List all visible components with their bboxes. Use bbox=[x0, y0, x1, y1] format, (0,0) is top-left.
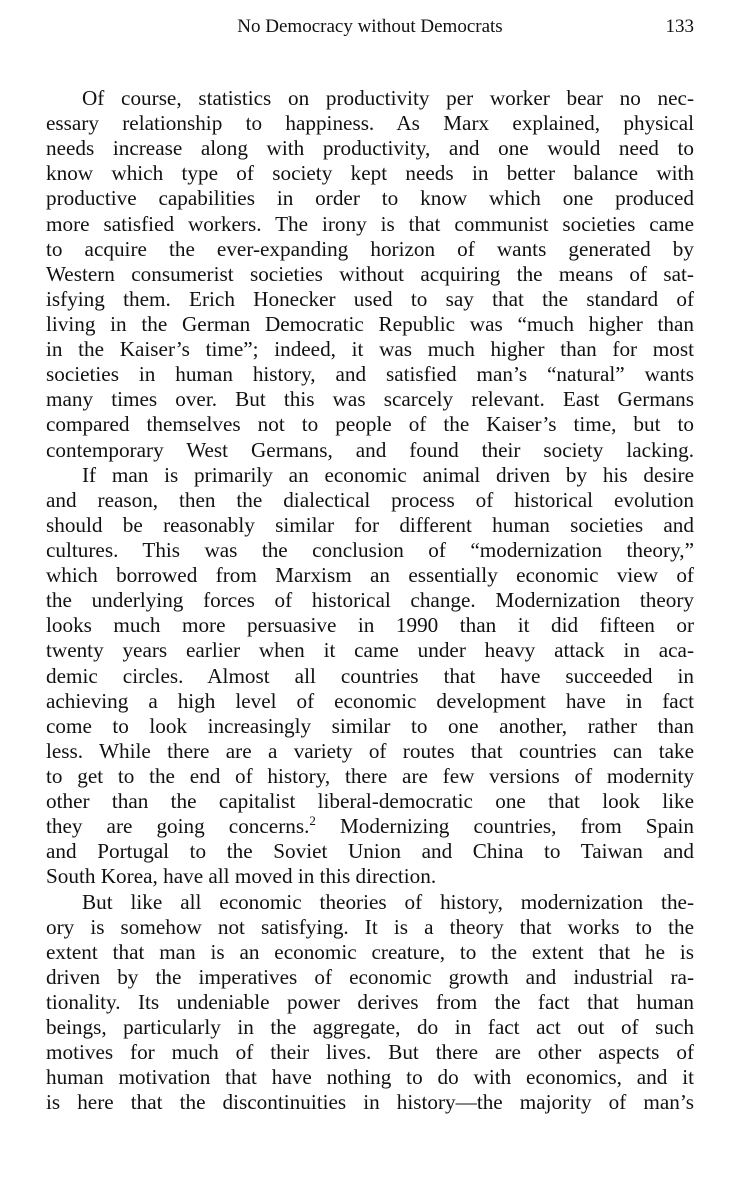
text-line: Of course, statistics on productivity per worker bear no nec- bbox=[82, 86, 694, 110]
text-segment: they are going concerns. bbox=[46, 814, 310, 839]
text-line: cultures. This was the conclusion of “modernization theory,” bbox=[46, 537, 694, 562]
body-text bbox=[46, 86, 694, 1115]
running-title: No Democracy without Democrats bbox=[237, 16, 503, 37]
text-segment: Modernizing countries, from Spain bbox=[315, 814, 694, 839]
paragraph-1 bbox=[46, 86, 694, 463]
text-line: South Korea, have all moved in this direction. bbox=[46, 864, 437, 889]
paragraph-3 bbox=[46, 890, 694, 1116]
text-line: is here that the discontinuities in history—the majority of man’s bbox=[46, 1090, 694, 1115]
text-line: and reason, then the dialectical process of historical evolution bbox=[46, 487, 694, 512]
text-line: come to look increasingly similar to one another, rather than bbox=[46, 713, 694, 738]
text-line: other than the capitalist liberal-democratic one that look like bbox=[46, 789, 694, 814]
text-line: essary relationship to happiness. As Marx explained, physical bbox=[46, 111, 694, 136]
text-line: If man is primarily an economic animal driven by his desire bbox=[82, 462, 694, 487]
running-head bbox=[46, 14, 694, 40]
text-line: to acquire the ever-expanding horizon of wants generated by bbox=[46, 236, 694, 261]
text-line: human motivation that have nothing to do with economics, and it bbox=[46, 1065, 694, 1090]
text-line: ory is somehow not satisfying. It is a theory that works to the bbox=[46, 914, 694, 939]
text-line: tionality. Its undeniable power derives from the fact that human bbox=[46, 989, 694, 1014]
text-line: Western consumerist societies without acquiring the means of sat- bbox=[46, 261, 694, 286]
text-line: the underlying forces of historical change. Modernization theory bbox=[46, 588, 694, 613]
text-line: motives for much of their lives. But there are other aspects of bbox=[46, 1040, 694, 1065]
text-line: which borrowed from Marxism an essentially economic view of bbox=[46, 563, 694, 588]
text-line: needs increase along with productivity, and one would need to bbox=[46, 136, 694, 161]
text-line: twenty years earlier when it came under heavy attack in aca- bbox=[46, 638, 694, 663]
text-line: looks much more persuasive in 1990 than it did fifteen or bbox=[46, 613, 694, 638]
text-line: compared themselves not to people of the Kaiser’s time, but to bbox=[46, 412, 694, 437]
text-line-with-footnote bbox=[46, 814, 694, 839]
footnote-marker[interactable]: 2 bbox=[309, 814, 316, 829]
text-line: less. While there are a variety of routes that countries can take bbox=[46, 738, 694, 763]
text-line: driven by the imperatives of economic growth and industrial ra- bbox=[46, 964, 694, 989]
text-line: achieving a high level of economic development have in fact bbox=[46, 688, 694, 713]
text-line: productive capabilities in order to know which one produced bbox=[46, 186, 694, 211]
text-line: should be reasonably similar for different human societies and bbox=[46, 512, 694, 537]
text-line: living in the German Democratic Republic was “much higher than bbox=[46, 311, 694, 336]
text-line: But like all economic theories of history, modernization the- bbox=[82, 889, 694, 914]
text-line: societies in human history, and satisfied man’s “natural” wants bbox=[46, 362, 694, 387]
text-line: know which type of society kept needs in better balance with bbox=[46, 161, 694, 186]
text-line: contemporary West Germans, and found their society lacking. bbox=[46, 437, 694, 462]
text-line: and Portugal to the Soviet Union and China to Taiwan and bbox=[46, 839, 694, 864]
text-line: in the Kaiser’s time”; indeed, it was much higher than for most bbox=[46, 337, 694, 362]
text-line: many times over. But this was scarcely relevant. East Germans bbox=[46, 387, 694, 412]
paragraph-2 bbox=[46, 463, 694, 890]
text-line: extent that man is an economic creature, to the extent that he is bbox=[46, 939, 694, 964]
text-line: demic circles. Almost all countries that have succeeded in bbox=[46, 663, 694, 688]
text-line: more satisfied workers. The irony is that communist societies came bbox=[46, 211, 694, 236]
text-line: to get to the end of history, there are few versions of modernity bbox=[46, 763, 694, 788]
text-line: isfying them. Erich Honecker used to say that the standard of bbox=[46, 286, 694, 311]
text-line: beings, particularly in the aggregate, do in fact act out of such bbox=[46, 1015, 694, 1040]
page-number: 133 bbox=[665, 16, 694, 37]
